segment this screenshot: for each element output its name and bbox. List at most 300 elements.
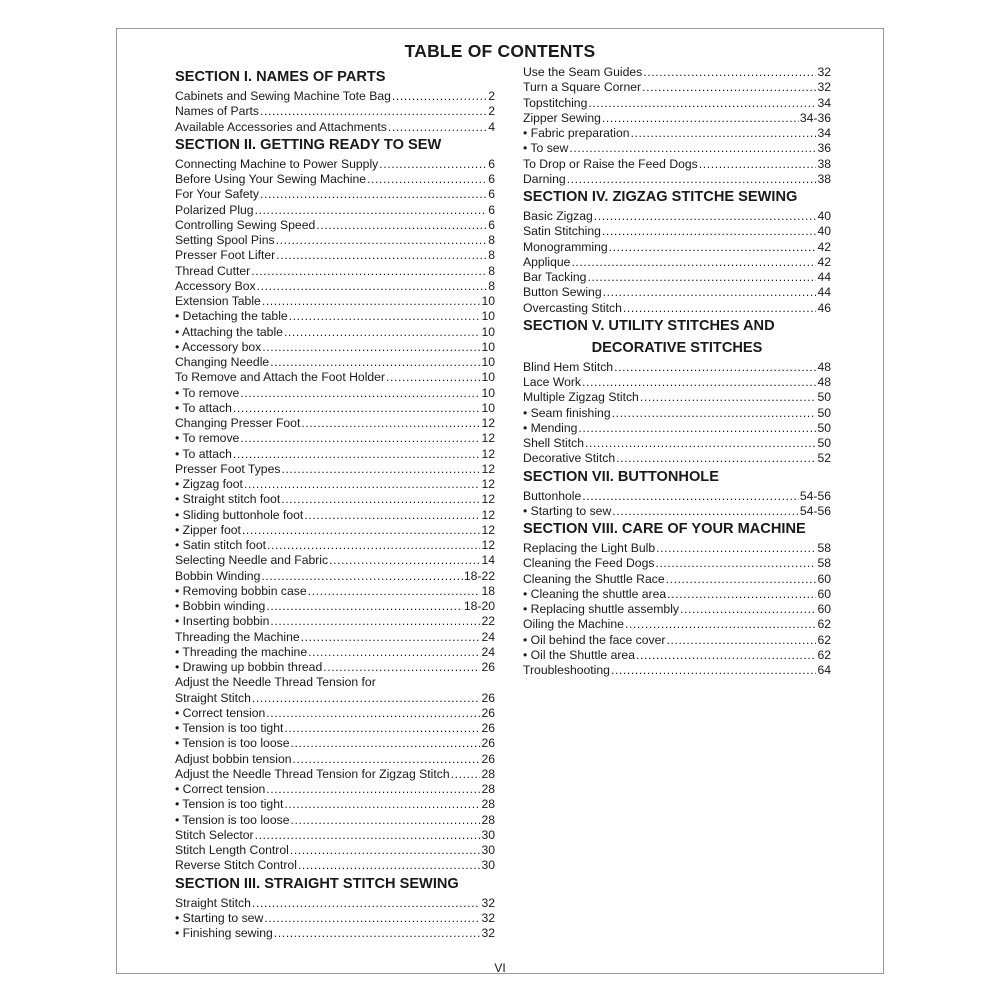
toc-entry-page: 32 — [817, 80, 831, 95]
section-heading: DECORATIVE STITCHES — [591, 339, 763, 356]
dot-leader — [274, 926, 481, 941]
toc-entry-page: 4 — [488, 119, 495, 134]
toc-entry-page: 12 — [481, 446, 495, 461]
toc-entry-label: • Straight stitch foot — [175, 492, 281, 507]
toc-entry-page: 58 — [817, 541, 831, 555]
toc-entry — [523, 572, 831, 587]
toc-entry-label: Basic Zigzag — [523, 209, 593, 223]
dot-leader — [612, 406, 817, 421]
dot-leader — [233, 447, 481, 462]
dot-leader — [264, 911, 480, 926]
dot-leader — [304, 508, 480, 523]
toc-entry-page: 18 — [481, 583, 495, 598]
dot-leader — [611, 663, 816, 678]
toc-entry — [523, 489, 831, 504]
toc-entry — [175, 386, 495, 401]
toc-entry-label: • Cleaning the shuttle area — [523, 586, 667, 601]
dot-leader — [392, 89, 487, 104]
dot-leader — [571, 255, 816, 270]
toc-entry-label: • Tension is too tight — [175, 721, 284, 735]
dot-leader — [329, 553, 480, 568]
toc-entry-page: 30 — [481, 843, 495, 857]
toc-entry-label: • Detaching the table — [175, 309, 288, 324]
toc-entry-label: Setting Spool Pins — [175, 233, 275, 247]
dot-leader — [666, 572, 817, 587]
toc-entry — [523, 157, 831, 172]
toc-entry-label: Available Accessories and Attachments — [175, 119, 387, 134]
dot-leader — [270, 355, 480, 370]
toc-entry — [175, 782, 495, 797]
toc-entry-page: 50 — [817, 390, 831, 405]
dot-leader — [316, 218, 487, 233]
toc-entry-label: • To attach — [175, 446, 232, 461]
toc-entry-label: Straight Stitch — [175, 895, 251, 910]
dot-leader — [290, 736, 480, 751]
dot-leader — [251, 264, 487, 279]
toc-entry-label: • Threading the machine — [175, 644, 308, 659]
toc-entry-page: 26 — [481, 736, 495, 751]
dot-leader — [290, 813, 480, 828]
toc-entry-page: 12 — [481, 416, 495, 430]
toc-entry-page: 12 — [481, 431, 495, 446]
toc-entry-page: 6 — [488, 187, 495, 202]
dot-leader — [267, 538, 480, 553]
toc-entry — [175, 736, 495, 751]
toc-entry — [523, 80, 831, 95]
toc-entry-label: Adjust the Needle Thread Tension for — [175, 675, 376, 690]
toc-entry-page: 60 — [817, 571, 831, 586]
dot-leader — [262, 340, 480, 355]
toc-column-left — [175, 67, 495, 941]
toc-entry-label: Lace Work — [523, 375, 582, 389]
toc-entry — [175, 797, 495, 812]
toc-entry-label: • Inserting bobbin — [175, 614, 270, 629]
dot-leader — [260, 104, 487, 119]
toc-entry-page: 48 — [817, 359, 831, 374]
dot-leader — [386, 370, 480, 385]
toc-entry-page: 40 — [817, 209, 831, 223]
toc-entry-label: Satin Stitching — [523, 224, 601, 239]
toc-entry-page: 24 — [481, 644, 495, 659]
toc-entry-label: • Tension is too loose — [175, 736, 290, 751]
toc-entry-label: Polarized Plug — [175, 202, 254, 217]
toc-entry-label: • Zigzag foot — [175, 477, 243, 491]
toc-entry-page: 18-22 — [463, 568, 495, 583]
toc-entry-page: 10 — [481, 339, 495, 354]
toc-entry-page: 10 — [481, 370, 495, 385]
toc-entry-page: 14 — [481, 553, 495, 568]
toc-entry — [175, 675, 495, 690]
dot-leader — [388, 120, 487, 135]
toc-entry — [175, 599, 495, 614]
toc-entry-page: 44 — [817, 270, 831, 284]
toc-entry-page: 30 — [481, 827, 495, 842]
dot-leader — [284, 721, 480, 736]
toc-entry-page: 46 — [817, 300, 831, 315]
toc-entry-label: • Starting to sew — [523, 503, 612, 518]
toc-entry — [523, 285, 831, 300]
toc-entry-label: • Accessory box — [175, 339, 262, 354]
toc-entry-label: Controlling Sewing Speed — [175, 217, 316, 232]
dot-leader — [276, 248, 487, 263]
toc-entry-label: Oiling the Machine — [523, 617, 624, 632]
dot-leader — [567, 172, 817, 187]
toc-entry — [175, 630, 495, 645]
dot-leader — [631, 126, 817, 141]
dot-leader — [699, 157, 817, 172]
toc-entry — [175, 858, 495, 873]
toc-entry — [523, 301, 831, 316]
dot-leader — [266, 706, 480, 721]
toc-entry — [175, 340, 495, 355]
toc-entry-page: 38 — [817, 156, 831, 171]
dot-leader — [255, 828, 481, 843]
toc-entry-page: 24 — [481, 629, 495, 644]
toc-entry — [523, 255, 831, 270]
document-page — [116, 28, 884, 974]
toc-entry-label: Stitch Length Control — [175, 843, 289, 857]
toc-entry — [175, 911, 495, 926]
toc-entry — [175, 538, 495, 553]
dot-leader — [266, 782, 480, 797]
toc-entry-page: 54-56 — [799, 503, 831, 518]
toc-entry — [523, 602, 831, 617]
toc-entry — [523, 270, 831, 285]
toc-entry-page: 28 — [481, 782, 495, 796]
toc-entry-label: Adjust bobbin tension — [175, 751, 292, 766]
toc-entry-label: • Bobbin winding — [175, 599, 266, 613]
toc-entry-label: • To sew — [523, 141, 569, 156]
toc-entry — [175, 431, 495, 446]
toc-entry-page: 62 — [817, 617, 831, 632]
toc-entry — [175, 187, 495, 202]
toc-entry-label: • Starting to sew — [175, 910, 264, 925]
toc-entry-label: • To attach — [175, 400, 232, 415]
dot-leader — [255, 203, 488, 218]
toc-entry — [175, 279, 495, 294]
section-heading: SECTION III. STRAIGHT STITCH SEWING — [175, 875, 459, 892]
dot-leader — [625, 617, 816, 632]
toc-entry — [523, 360, 831, 375]
dot-leader — [276, 233, 488, 248]
toc-entry-page: 8 — [488, 248, 495, 263]
toc-entry-label: • To remove — [175, 385, 240, 400]
dot-leader — [281, 492, 480, 507]
toc-entry-page: 52 — [817, 451, 831, 466]
toc-entry — [523, 126, 831, 141]
toc-entry-page: 12 — [481, 522, 495, 537]
toc-entry — [175, 89, 495, 104]
toc-entry-page: 34 — [817, 95, 831, 110]
toc-entry — [175, 813, 495, 828]
toc-entry-page: 28 — [481, 797, 495, 812]
dot-leader — [323, 660, 480, 675]
dot-leader — [636, 648, 816, 663]
toc-entry-label: Zipper Sewing — [523, 110, 601, 125]
dot-leader — [284, 797, 480, 812]
section-heading: SECTION I. NAMES OF PARTS — [175, 69, 386, 85]
section-heading: SECTION IV. ZIGZAG STITCHE SEWING — [523, 189, 798, 205]
toc-entry-page: 62 — [817, 632, 831, 647]
toc-entry-page: 48 — [817, 375, 831, 389]
toc-entry-label: To Drop or Raise the Feed Dogs — [523, 156, 698, 171]
toc-entry-page: 10 — [481, 400, 495, 415]
toc-entry — [175, 584, 495, 599]
dot-leader — [655, 556, 816, 571]
section-heading: SECTION V. UTILITY STITCHES AND — [523, 317, 775, 334]
dot-leader — [623, 301, 817, 316]
dot-leader — [289, 309, 481, 324]
toc-column-right — [523, 65, 831, 678]
toc-entry — [175, 752, 495, 767]
toc-entry-page: 28 — [481, 766, 495, 781]
toc-entry-page: 60 — [817, 602, 831, 616]
toc-entry-page: 26 — [481, 705, 495, 720]
toc-entry-page: 36 — [817, 141, 831, 156]
dot-leader — [367, 172, 487, 187]
toc-entry-label: Connecting Machine to Power Supply — [175, 156, 379, 171]
toc-entry-label: • Tension is too tight — [175, 797, 284, 812]
toc-entry — [523, 390, 831, 405]
dot-leader — [261, 569, 462, 584]
dot-leader — [667, 587, 816, 602]
toc-entry — [523, 111, 831, 126]
dot-leader — [257, 279, 488, 294]
toc-entry — [175, 120, 495, 135]
toc-entry-label: • Zipper foot — [175, 522, 241, 537]
toc-entry — [175, 203, 495, 218]
dot-leader — [594, 209, 817, 224]
toc-entry-label: • Replacing shuttle assembly — [523, 602, 680, 616]
toc-entry — [175, 645, 495, 660]
dot-leader — [240, 386, 480, 401]
toc-entry-label: Reverse Stitch Control — [175, 858, 297, 873]
dot-leader — [244, 477, 480, 492]
toc-entry-label: Names of Parts — [175, 104, 259, 119]
toc-entry-page: 12 — [481, 492, 495, 507]
toc-entry-page: 50 — [817, 405, 831, 420]
toc-entry-label: To Remove and Attach the Foot Holder — [175, 370, 386, 385]
toc-entry — [523, 65, 831, 80]
toc-entry-label: Overcasting Stitch — [523, 300, 622, 315]
toc-entry-page: 32 — [481, 926, 495, 940]
toc-entry-label: Cleaning the Shuttle Race — [523, 571, 665, 586]
toc-entry-page: 2 — [488, 104, 495, 119]
toc-entry-page: 44 — [817, 285, 831, 300]
toc-entry-page: 38 — [817, 171, 831, 186]
toc-entry-page: 10 — [481, 385, 495, 400]
toc-entry — [523, 436, 831, 451]
toc-entry-label: Changing Needle — [175, 355, 270, 369]
toc-entry-label: Cleaning the Feed Dogs — [523, 556, 655, 571]
toc-entry — [175, 447, 495, 462]
dot-leader — [680, 602, 816, 617]
toc-entry-page: 12 — [481, 507, 495, 522]
toc-entry-label: Use the Seam Guides — [523, 65, 643, 79]
toc-entry-label: • Removing bobbin case — [175, 583, 307, 598]
toc-entry-label: Accessory Box — [175, 278, 256, 293]
dot-leader — [301, 416, 480, 431]
toc-entry — [523, 663, 831, 678]
toc-entry-page: 54-56 — [799, 488, 831, 503]
toc-entry — [523, 406, 831, 421]
dot-leader — [293, 752, 481, 767]
toc-entry-label: Changing Presser Foot — [175, 416, 301, 430]
toc-entry-page: 34-36 — [799, 110, 831, 125]
toc-entry-label: Darning — [523, 171, 566, 186]
toc-entry-label: Adjust the Needle Thread Tension for Zigzag Stitch — [175, 766, 450, 781]
dot-leader — [643, 65, 816, 80]
section-heading: SECTION II. GETTING READY TO SEW — [175, 136, 442, 153]
toc-entry — [175, 828, 495, 843]
toc-entry — [175, 569, 495, 584]
dot-leader — [240, 431, 480, 446]
toc-entry — [175, 508, 495, 523]
toc-entry-page: 28 — [481, 812, 495, 827]
toc-entry-page: 26 — [481, 721, 495, 735]
toc-entry-page: 6 — [488, 156, 495, 171]
toc-entry-page: 6 — [488, 202, 495, 217]
toc-entry-label: • Drawing up bobbin thread — [175, 660, 323, 674]
toc-entry-label: • Oil behind the face cover — [523, 632, 666, 647]
dot-leader — [612, 504, 799, 519]
dot-leader — [266, 599, 463, 614]
dot-leader — [582, 375, 816, 390]
dot-leader — [298, 858, 481, 873]
toc-entry-label: Troubleshooting — [523, 663, 610, 677]
toc-entry-label: • To remove — [175, 431, 240, 446]
toc-entry-label: • Seam finishing — [523, 405, 611, 420]
dot-leader — [587, 270, 816, 285]
toc-entry — [523, 421, 831, 436]
toc-entry — [175, 614, 495, 629]
toc-entry-label: Threading the Machine — [175, 629, 300, 644]
toc-entry — [175, 172, 495, 187]
dot-leader — [262, 294, 481, 309]
toc-entry-label: Buttonhole — [523, 488, 582, 503]
toc-entry — [175, 218, 495, 233]
toc-entry — [523, 556, 831, 571]
toc-entry-label: Button Sewing — [523, 285, 602, 300]
dot-leader — [614, 360, 816, 375]
toc-entry-label: Extension Table — [175, 294, 261, 308]
dot-leader — [290, 843, 481, 858]
toc-entry — [175, 104, 495, 119]
toc-entry-page: 58 — [817, 556, 831, 571]
toc-entry-label: Selecting Needle and Fabric — [175, 553, 329, 568]
toc-entry-page: 10 — [481, 309, 495, 324]
toc-entry-label: • Finishing sewing — [175, 926, 273, 940]
toc-entry-label: • Correct tension — [175, 705, 266, 720]
toc-entry — [175, 896, 495, 911]
toc-entry-label: Blind Hem Stitch — [523, 359, 614, 374]
dot-leader — [308, 645, 480, 660]
toc-entry — [175, 416, 495, 431]
toc-entry-label: • Correct tension — [175, 782, 266, 796]
toc-entry-page: 32 — [817, 65, 831, 79]
toc-entry-page: 8 — [488, 263, 495, 278]
dot-leader — [569, 141, 816, 156]
toc-entry — [175, 477, 495, 492]
toc-entry-page: 40 — [817, 224, 831, 239]
toc-entry-label: • Sliding buttonhole foot — [175, 507, 304, 522]
toc-entry-page: 26 — [481, 690, 495, 705]
toc-entry — [175, 370, 495, 385]
toc-entry-page: 32 — [481, 895, 495, 910]
dot-leader — [233, 401, 481, 416]
toc-entry-page: 2 — [488, 89, 495, 103]
toc-entry — [175, 264, 495, 279]
section-heading: SECTION VIII. CARE OF YOUR MACHINE — [523, 521, 806, 537]
toc-entry-page: 50 — [817, 436, 831, 450]
toc-entry-page: 64 — [817, 663, 831, 677]
toc-entry-page: 32 — [481, 910, 495, 925]
toc-entry — [175, 926, 495, 941]
toc-entry-page: 26 — [481, 660, 495, 674]
toc-entry-label: • Tension is too loose — [175, 812, 290, 827]
toc-entry-label: Multiple Zigzag Stitch — [523, 390, 639, 405]
toc-entry — [523, 209, 831, 224]
dot-leader — [308, 584, 481, 599]
toc-entry-page: 8 — [488, 278, 495, 293]
toc-entry-label: Cabinets and Sewing Machine Tote Bag — [175, 89, 391, 103]
toc-entry-page: 18-20 — [463, 599, 495, 613]
toc-entry-label: Decorative Stitch — [523, 451, 616, 466]
toc-entry-page: 50 — [817, 420, 831, 435]
toc-entry — [175, 492, 495, 507]
toc-entry — [175, 157, 495, 172]
dot-leader — [301, 630, 481, 645]
toc-entry-page: 26 — [481, 751, 495, 766]
dot-leader — [451, 767, 481, 782]
toc-entry — [175, 523, 495, 538]
toc-entry — [523, 240, 831, 255]
toc-entry-label: Bobbin Winding — [175, 568, 261, 583]
toc-entry — [523, 224, 831, 239]
toc-entry-label: • Fabric preparation — [523, 126, 630, 140]
toc-entry-label: Shell Stitch — [523, 436, 584, 450]
dot-leader — [602, 224, 817, 239]
toc-entry-page: 10 — [481, 355, 495, 369]
dot-leader — [603, 285, 817, 300]
dot-leader — [588, 96, 816, 111]
toc-entry-page: 30 — [481, 858, 495, 873]
toc-entry-label: • Oil the Shuttle area — [523, 647, 635, 662]
toc-entry — [175, 553, 495, 568]
toc-entry — [175, 843, 495, 858]
toc-entry — [175, 660, 495, 675]
toc-entry-label: Before Using Your Sewing Machine — [175, 172, 367, 186]
toc-entry — [175, 767, 495, 782]
toc-entry-page: 42 — [817, 239, 831, 254]
dot-leader — [252, 691, 481, 706]
toc-entry — [523, 633, 831, 648]
toc-entry-page: 60 — [817, 586, 831, 601]
dot-leader — [609, 240, 817, 255]
toc-entry-page: 10 — [481, 324, 495, 339]
page-number: VI — [494, 961, 506, 975]
toc-entry-label: • Mending — [523, 420, 578, 435]
toc-entry — [523, 587, 831, 602]
toc-entry — [175, 233, 495, 248]
toc-entry-label: Bar Tacking — [523, 270, 587, 284]
toc-entry — [523, 648, 831, 663]
toc-entry-label: Stitch Selector — [175, 827, 254, 842]
dot-leader — [578, 421, 816, 436]
dot-leader — [379, 157, 487, 172]
dot-leader — [242, 523, 481, 538]
toc-entry — [175, 721, 495, 736]
